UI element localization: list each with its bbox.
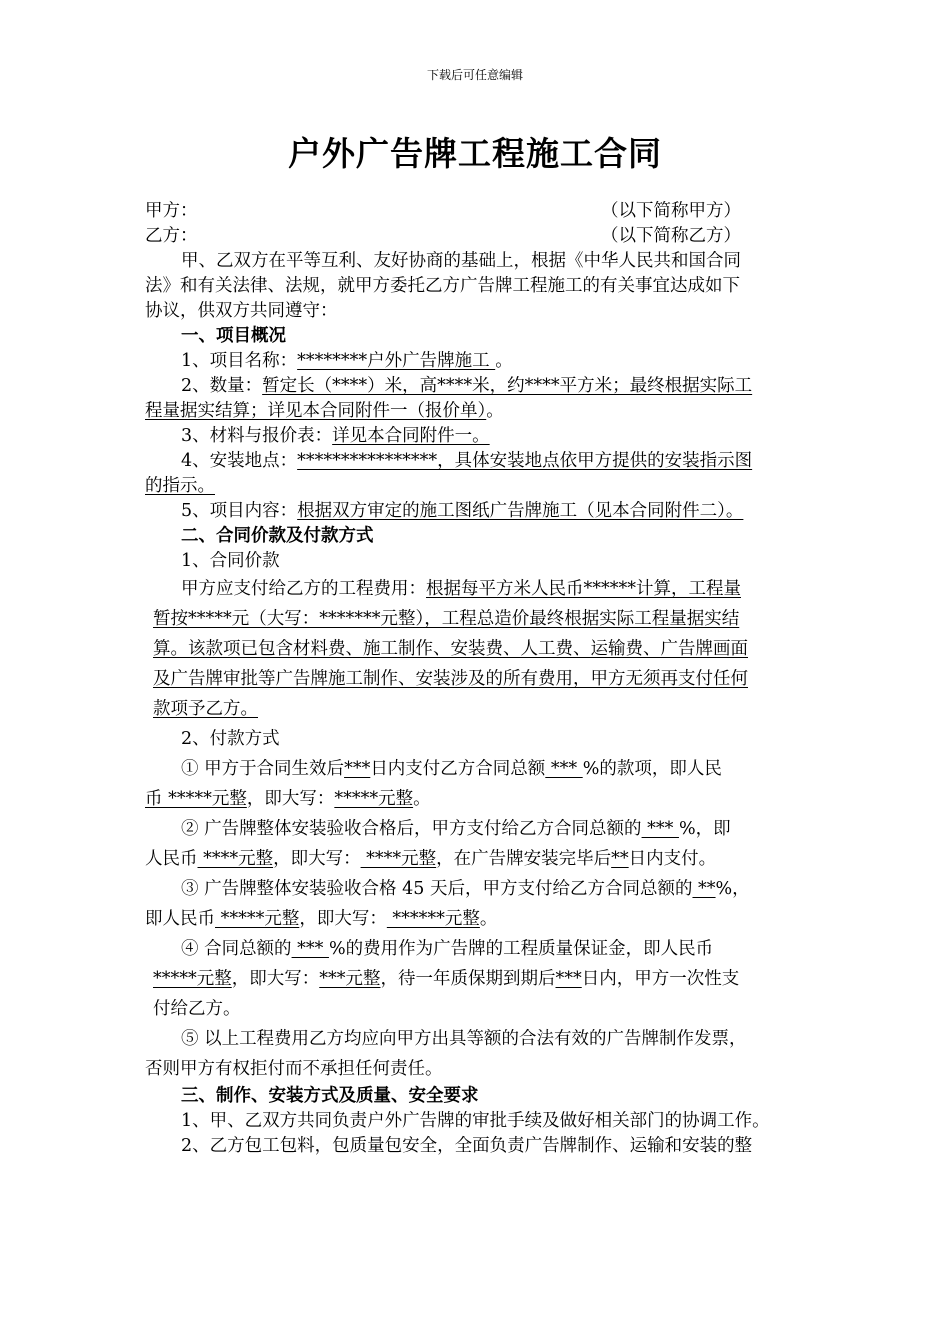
- contract-title: 户外广告牌工程施工合同: [288, 134, 662, 173]
- clause-1-amount-words: *****元整: [334, 789, 414, 809]
- intro-line-1: 甲、乙双方在平等互利、友好协商的基础上，根据《中华人民共和国合同: [181, 251, 741, 271]
- price-value-4: 及广告牌审批等广告牌施工制作、安装涉及的所有费用，甲方无须再支付任何: [153, 669, 748, 689]
- clause-4-line-1: [145, 934, 815, 964]
- clause-4-text-c: %的费用作为广告牌的工程质量保证金，即人民币: [328, 939, 714, 959]
- item-3-value: 详见本合同附件一。: [332, 426, 490, 446]
- clause-4-amount-words: ***元整: [319, 969, 381, 989]
- item-1-value: ********户外广告牌施工: [297, 351, 496, 371]
- clause-1-days: ***: [344, 759, 371, 779]
- clause-2-days: **: [611, 849, 629, 869]
- price-line-2: [145, 604, 815, 634]
- clause-1-percent: ***: [545, 759, 583, 779]
- price-value-5: 款项予乙方。: [153, 699, 258, 719]
- clause-4-text-e: ，即大写：: [231, 969, 320, 989]
- clause-2-text-d: 人民币: [145, 849, 198, 869]
- section-1-heading: 一、项目概况: [181, 326, 286, 346]
- clause-4-line-2: [145, 964, 815, 994]
- section-2-heading: 二、合同价款及付款方式: [181, 526, 374, 546]
- s1-item-2-cont: [145, 399, 815, 424]
- clause-3-end: 。: [479, 909, 498, 929]
- price-value-2: 暂按*****元（大写：*******元整），工程总造价最终根据实际工程量据实结: [153, 609, 740, 629]
- clause-3-text-a: ③ 广告牌整体安装验收合格 45 天后，甲方支付给乙方合同总额的: [181, 879, 693, 899]
- party-b-label: 乙方：: [145, 226, 198, 246]
- s1-item-4-cont: [145, 474, 815, 499]
- s3-item-2: 2、乙方包工包料，包质量包安全，全面负责广告牌制作、运输和安装的整: [181, 1136, 753, 1156]
- s1-item-2: [145, 374, 815, 399]
- clause-2-line-2: [145, 844, 815, 874]
- item-2-end: 。: [486, 401, 504, 421]
- s2-sub-2: 2、付款方式: [181, 729, 280, 749]
- clause-3-amount-words: ******元整: [386, 909, 480, 929]
- clause-1-text-a: ① 甲方于合同生效后: [181, 759, 345, 779]
- clause-2-text-c: %，即: [678, 819, 731, 839]
- item-4-label: 4、安装地点：: [181, 451, 298, 471]
- item-2-value-cont: 程量据实结算；详见本合同附件一（报价单）: [145, 401, 487, 421]
- clause-2-text-f: ，即大写：: [273, 849, 361, 869]
- clause-1-text-g: ，即大写：: [246, 789, 335, 809]
- price-value-3: 算。该款项已包含材料费、施工制作、安装费、人工费、运输费、广告牌画面: [153, 639, 748, 659]
- clause-5-line-2: 否则甲方有权拒付而不承担任何责任。: [145, 1059, 443, 1079]
- intro-line-3: 协议，供双方共同遵守：: [145, 301, 338, 321]
- s2-sub-1: 1、合同价款: [181, 551, 280, 571]
- clause-2-amount-words: ****元整: [360, 849, 437, 869]
- clause-4-text-i: 日内，甲方一次性支: [581, 969, 740, 989]
- price-value-1: 根据每平方米人民币******计算，工程量: [426, 579, 741, 599]
- intro-line-2: 法》和有关法律、法规，就甲方委托乙方广告牌工程施工的有关事宜达成如下: [145, 276, 740, 296]
- s3-item-1: 1、甲、乙双方共同负责户外广告牌的审批手续及做好相关部门的协调工作。: [181, 1111, 770, 1131]
- clause-4-amount: *****元整: [153, 969, 232, 989]
- clause-3-text-d: 即人民币: [145, 909, 215, 929]
- clause-4-text-a: ④ 合同总额的: [181, 939, 292, 959]
- party-a-note: （以下简称甲方）: [601, 201, 741, 221]
- clause-1-end: 。: [413, 789, 431, 809]
- item-4-value-cont: 的指示。: [145, 476, 215, 496]
- contract-body: [145, 199, 815, 1159]
- clause-4-line-3: 付给乙方。: [153, 999, 241, 1019]
- clause-3-amount: *****元整: [215, 909, 300, 929]
- clause-2-text-h: ，在广告牌安装完毕后: [436, 849, 612, 869]
- item-5-label: 5、项目内容：: [181, 501, 298, 521]
- clause-3-line-2: [145, 904, 815, 934]
- clause-3-percent: **: [692, 879, 716, 899]
- section-3-heading: 三、制作、安装方式及质量、安全要求: [181, 1086, 479, 1106]
- clause-3-text-c: %，: [715, 879, 750, 899]
- clause-2-text-j: 日内支付。: [628, 849, 717, 869]
- header-note: 下载后可任意编辑: [426, 68, 523, 82]
- item-1-label: 1、项目名称：: [181, 351, 298, 371]
- clause-2-line-1: [145, 814, 815, 844]
- s1-item-1: [145, 349, 815, 374]
- item-2-label: 2、数量：: [181, 376, 263, 396]
- price-line-5: [145, 694, 815, 724]
- item-2-value: 暂定长（****）米，高****米，约****平方米；最终根据实际工: [262, 376, 753, 396]
- clause-2-amount: ****元整: [197, 849, 274, 869]
- clause-1-text-e: %的款项，即人民: [582, 759, 722, 779]
- party-b-note: （以下简称乙方）: [601, 226, 741, 246]
- clause-1-text-c: 日内支付乙方合同总额: [370, 759, 546, 779]
- s1-item-4: [145, 449, 815, 474]
- clause-4-text-g: ，待一年质保期到期后: [380, 969, 556, 989]
- price-line-1: [145, 574, 815, 604]
- item-4-value: ****************，具体安装地点依甲方提供的安装指示图: [297, 451, 753, 471]
- clause-5-line-1: ⑤ 以上工程费用乙方均应向甲方出具等额的合法有效的广告牌制作发票，: [181, 1029, 747, 1049]
- item-3-label: 3、材料与报价表：: [181, 426, 333, 446]
- clause-1-line-2: [145, 784, 815, 814]
- price-lead: 甲方应支付给乙方的工程费用：: [181, 579, 426, 599]
- clause-3-line-1: [145, 874, 815, 904]
- party-a-label: 甲方：: [145, 201, 198, 221]
- clause-1-line-1: [145, 754, 815, 784]
- clause-2-text-a: ② 广告牌整体安装验收合格后，甲方支付给乙方合同总额的: [181, 819, 642, 839]
- party-a-line: [145, 199, 815, 224]
- clause-2-percent: ***: [641, 819, 679, 839]
- s1-item-5: [145, 499, 815, 524]
- clause-3-text-f: ，即大写：: [299, 909, 387, 929]
- clause-4-days: ***: [555, 969, 582, 989]
- s1-item-3: [145, 424, 815, 449]
- item-1-end: 。: [495, 351, 513, 371]
- clause-4-percent: ***: [291, 939, 329, 959]
- price-line-4: [145, 664, 815, 694]
- party-b-line: [145, 224, 815, 249]
- clause-1-amount: 币 *****元整: [145, 789, 247, 809]
- item-5-value: 根据双方审定的施工图纸广告牌施工（见本合同附件二）。: [297, 501, 744, 521]
- price-line-3: [145, 634, 815, 664]
